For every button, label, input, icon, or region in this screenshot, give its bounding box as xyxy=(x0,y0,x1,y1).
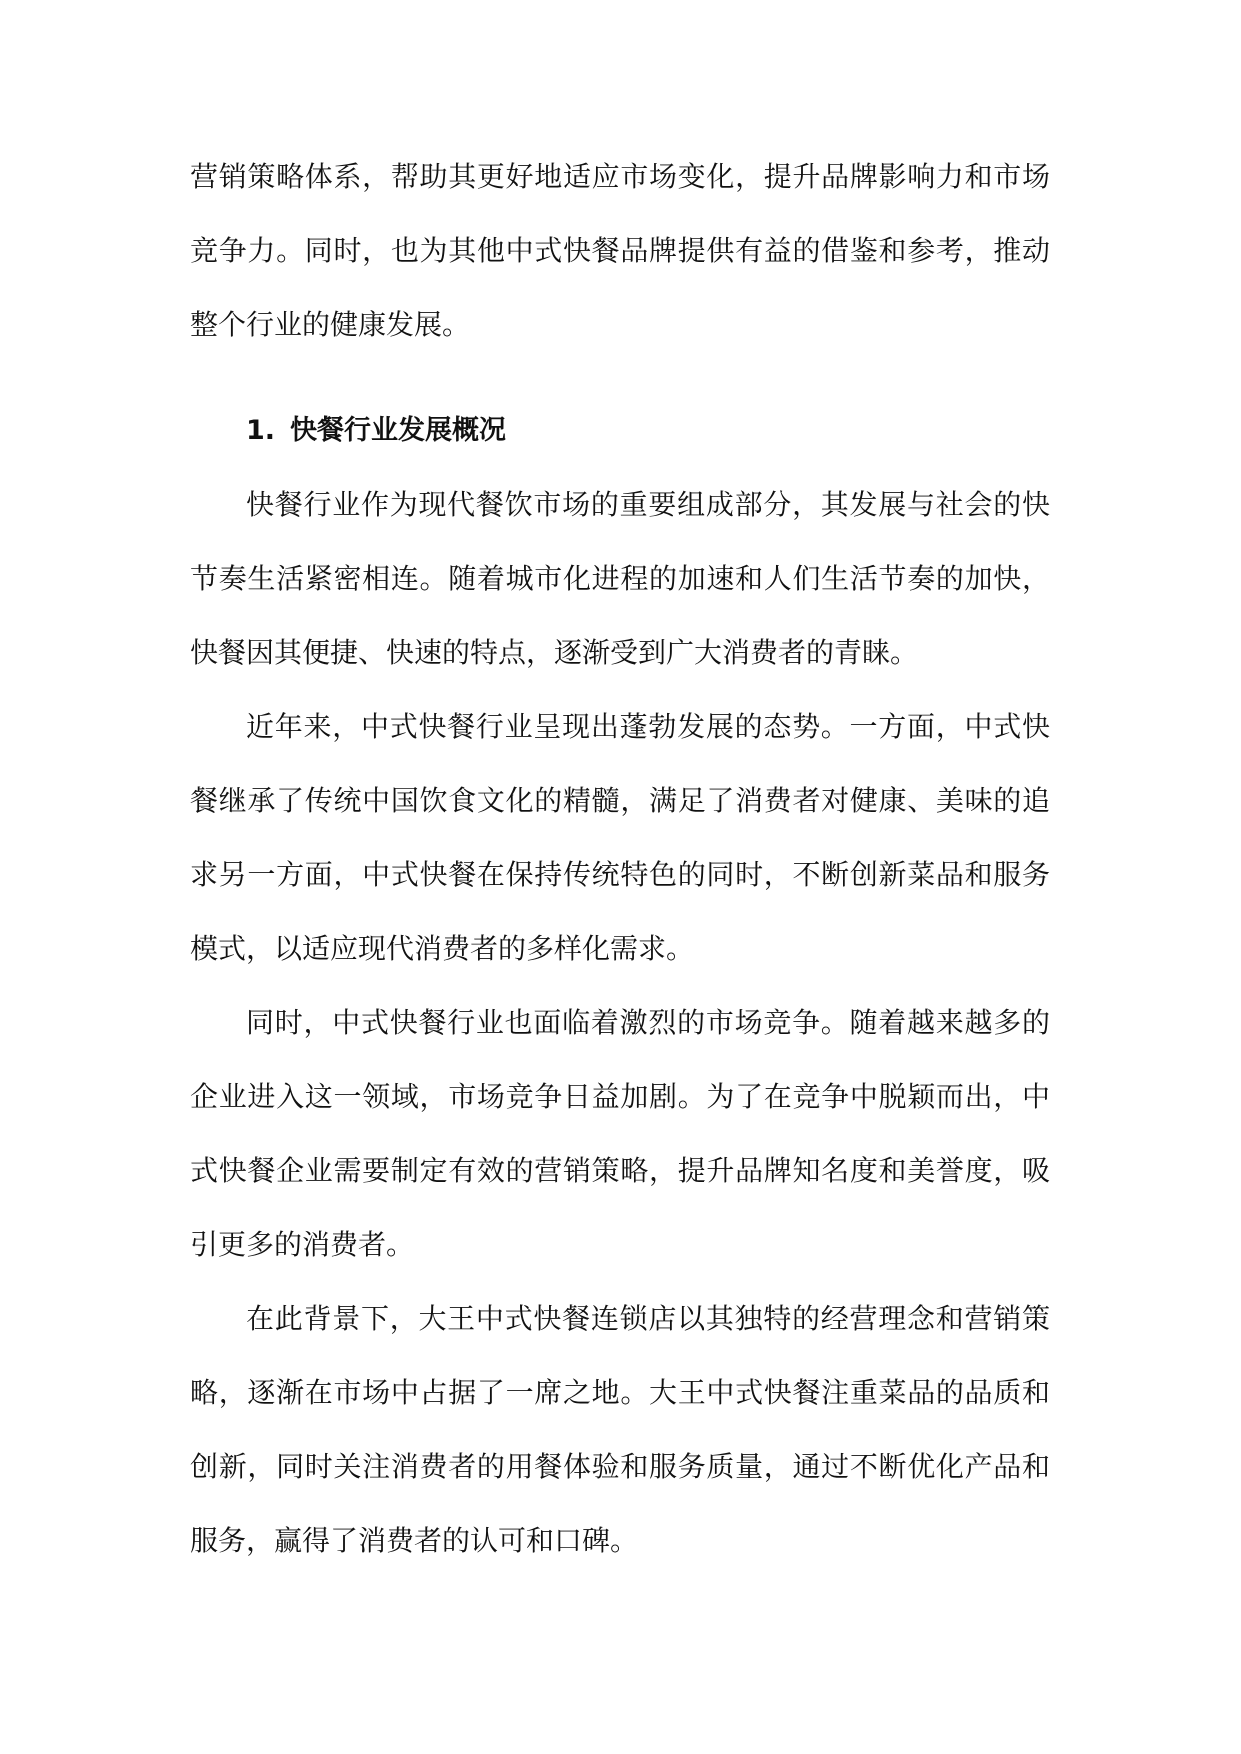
body-paragraph: 同时，中式快餐行业也面临着激烈的市场竞争。随着越来越多的企业进入这一领域，市场竞争日益加剧。为了在竞争中脱颖而出，中式快餐企业需要制定有效的营销策略，提升品牌知名度和美誉度，吸引更多的消费者。 xyxy=(190,1006,1050,1261)
body-paragraph: 近年来，中式快餐行业呈现出蓬勃发展的态势。一方面，中式快餐继承了传统中国饮食文化的精髓，满足了消费者对健康、美味的追求另一方面，中式快餐在保持传统特色的同时，不断创新菜品和服务模式，以适应现代消费者的多样化需求。 xyxy=(190,710,1050,965)
body-paragraph: 快餐行业作为现代餐饮市场的重要组成部分，其发展与社会的快节奏生活紧密相连。随着城市化进程的加速和人们生活节奏的加快，快餐因其便捷、快速的特点，逐渐受到广大消费者的青睐。 xyxy=(190,488,1050,669)
section-number: 1. xyxy=(246,415,276,446)
body-paragraph: 在此背景下，大王中式快餐连锁店以其独特的经营理念和营销策略，逐渐在市场中占据了一席之地。大王中式快餐注重菜品的品质和创新，同时关注消费者的用餐体验和服务质量，通过不断优化产品和服务，赢得了消费者的认可和口碑。 xyxy=(190,1302,1050,1557)
section-heading xyxy=(190,394,1050,468)
document-body xyxy=(190,140,1050,1578)
intro-paragraph: 营销策略体系，帮助其更好地适应市场变化，提升品牌影响力和市场竞争力。同时，也为其他中式快餐品牌提供有益的借鉴和参考，推动整个行业的健康发展。 xyxy=(190,160,1050,341)
section-title: 快餐行业发展概况 xyxy=(290,415,506,446)
